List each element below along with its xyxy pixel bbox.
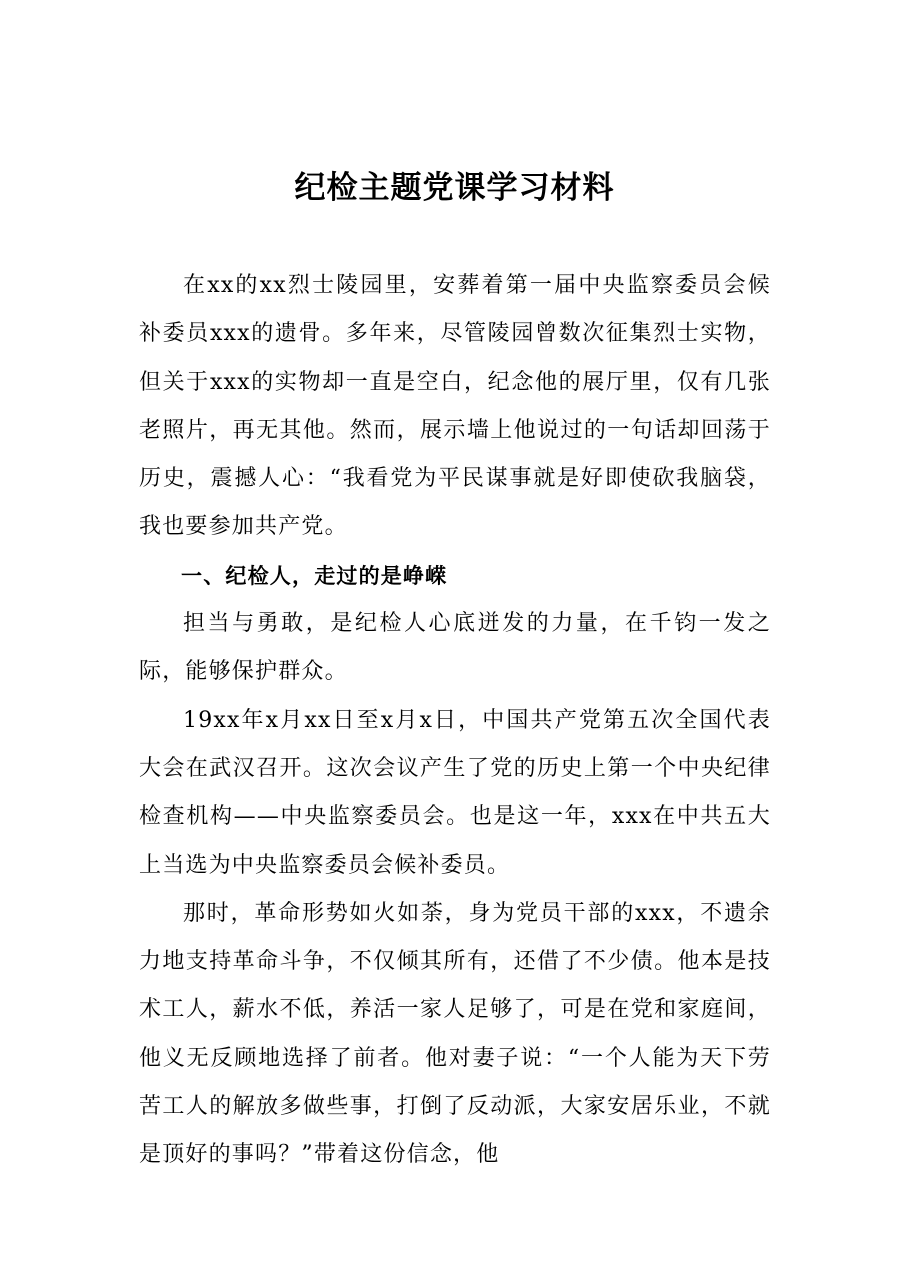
- document-title: 纪检主题党课学习材料: [294, 170, 615, 206]
- paragraph-courage: 担当与勇敢，是纪检人心底迸发的力量，在千钧一发之际，能够保护群众。: [139, 611, 771, 685]
- paragraph-history: 19xx年x月xx日至x月x日，中国共产党第五次全国代表大会在武汉召开。这次会议产生了党的历史上第一个中央纪律检查机构——中央监察委员会。也是这一年，xxx在中共五大上当选为中央监察委员会候补委员。: [139, 707, 771, 878]
- section-heading: 一、纪检人，走过的是峥嵘: [181, 563, 448, 588]
- paragraph-revolution: 那时，革命形势如火如荼，身为党员干部的xxx，不遗余力地支持革命斗争，不仅倾其所有，还借了不少债。他本是技术工人，薪水不低，养活一家人足够了，可是在党和家庭间，他义无反顾地选择了前者。他对妻子说：“一个人能为天下劳苦工人的解放多做些事，打倒了反动派，大家安居乐业，不就是顶好的事吗？”带着这份信念，他: [139, 900, 771, 1168]
- paragraph-intro: 在xx的xx烈士陵园里，安葬着第一届中央监察委员会候补委员xxx的遗骨。多年来，尽管陵园曾数次征集烈士实物，但关于xxx的实物却一直是空白，纪念他的展厅里，仅有几张老照片，再无其他。然而，展示墙上他说过的一句话却回荡于历史，震撼人心：“我看党为平民谋事就是好即使砍我脑袋，我也要参加共产党。: [139, 273, 771, 540]
- document-body: [139, 262, 771, 1180]
